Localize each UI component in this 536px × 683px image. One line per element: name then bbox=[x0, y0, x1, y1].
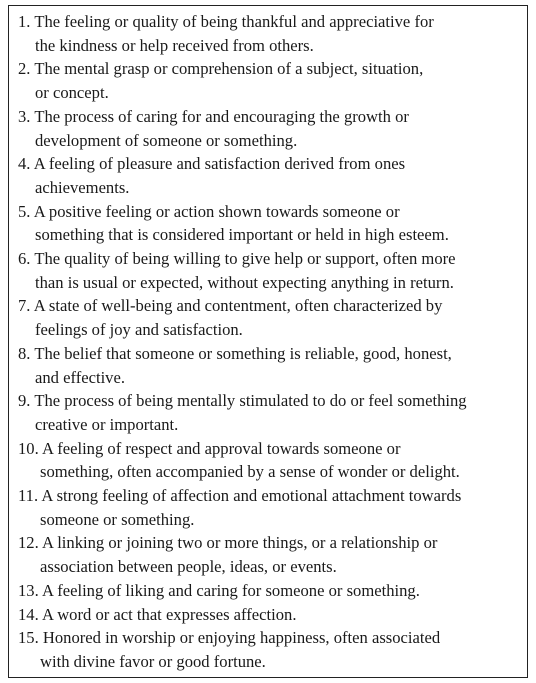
definition-item-6 bbox=[18, 247, 533, 294]
definition-number: 14. bbox=[18, 604, 39, 624]
definition-text: The process of being mentally stimulated to do or feel something bbox=[34, 391, 467, 411]
definition-line1 bbox=[18, 247, 533, 271]
definition-line1 bbox=[18, 531, 533, 555]
definition-item-15 bbox=[18, 626, 533, 673]
definition-continuation: association between people, ideas, or events. bbox=[40, 557, 337, 577]
definition-item-11 bbox=[18, 484, 533, 531]
definition-continuation: development of someone or something. bbox=[35, 130, 298, 150]
definition-text: A feeling of pleasure and satisfaction derived from ones bbox=[33, 154, 406, 174]
definition-line1 bbox=[18, 152, 533, 176]
definition-number: 15. bbox=[18, 628, 39, 648]
definition-line1 bbox=[18, 437, 533, 461]
definition-text: A linking or joining two or more things, or a relationship or bbox=[41, 533, 438, 553]
definition-text: A feeling of liking and caring for someone or something. bbox=[41, 580, 420, 600]
definition-item-14 bbox=[18, 603, 533, 627]
definition-continuation: with divine favor or good fortune. bbox=[40, 651, 266, 671]
definition-text: A positive feeling or action shown towards someone or bbox=[33, 201, 400, 221]
definition-line1 bbox=[18, 603, 533, 627]
definition-number: 4. bbox=[18, 154, 31, 174]
definition-item-13 bbox=[18, 579, 533, 603]
definition-continuation: something that is considered important or held in high esteem. bbox=[35, 225, 449, 245]
definition-text: A feeling of respect and approval towards someone or bbox=[41, 438, 401, 458]
definition-line1 bbox=[18, 294, 533, 318]
definition-number: 12. bbox=[18, 533, 39, 553]
definition-number: 13. bbox=[18, 580, 39, 600]
definitions-list bbox=[18, 10, 533, 674]
definition-line1 bbox=[18, 626, 533, 650]
definition-text: The quality of being willing to give help or support, often more bbox=[34, 249, 456, 269]
definition-continuation: than is usual or expected, without expecting anything in return. bbox=[35, 272, 454, 292]
definition-continuation: and effective. bbox=[35, 367, 125, 387]
definition-continuation: something, often accompanied by a sense of wonder or delight. bbox=[40, 462, 460, 482]
definition-item-3 bbox=[18, 105, 533, 152]
definition-continuation: or concept. bbox=[35, 83, 109, 103]
definition-text: A word or act that expresses affection. bbox=[41, 604, 297, 624]
definition-number: 5. bbox=[18, 201, 31, 221]
definition-item-10 bbox=[18, 437, 533, 484]
definition-number: 8. bbox=[18, 343, 31, 363]
definition-line1 bbox=[18, 579, 533, 603]
definition-line1 bbox=[18, 484, 533, 508]
definition-item-7 bbox=[18, 294, 533, 341]
definition-text: The process of caring for and encouraging the growth or bbox=[34, 106, 409, 126]
definition-item-4 bbox=[18, 152, 533, 199]
definition-continuation: feelings of joy and satisfaction. bbox=[35, 320, 243, 340]
definition-item-2 bbox=[18, 57, 533, 104]
definition-text: A state of well-being and contentment, often characterized by bbox=[33, 296, 443, 316]
definition-line1 bbox=[18, 342, 533, 366]
definition-text: Honored in worship or enjoying happiness, often associated bbox=[38, 628, 441, 648]
definition-number: 7. bbox=[18, 296, 31, 316]
definition-continuation: someone or something. bbox=[40, 509, 195, 529]
definition-item-1 bbox=[18, 10, 533, 57]
definition-number: 9. bbox=[18, 391, 31, 411]
definition-line1 bbox=[18, 105, 533, 129]
definition-line1 bbox=[18, 389, 533, 413]
definition-text: The belief that someone or something is reliable, good, honest, bbox=[34, 343, 452, 363]
definition-item-8 bbox=[18, 342, 533, 389]
definition-line1 bbox=[18, 57, 533, 81]
definition-number: 2. bbox=[18, 59, 31, 79]
definition-item-9 bbox=[18, 389, 533, 436]
definition-text: The feeling or quality of being thankful and appreciative for bbox=[34, 12, 434, 31]
definition-continuation: achievements. bbox=[35, 177, 130, 197]
definition-number: 3. bbox=[18, 106, 31, 126]
definition-text: A strong feeling of affection and emotional attachment towards bbox=[41, 486, 462, 506]
definition-item-5 bbox=[18, 200, 533, 247]
definition-continuation: creative or important. bbox=[35, 414, 179, 434]
definition-number: 1. bbox=[18, 12, 31, 31]
definition-number: 10. bbox=[18, 438, 39, 458]
definition-number: 11. bbox=[18, 486, 39, 506]
definition-number: 6. bbox=[18, 249, 31, 269]
definition-continuation: the kindness or help received from others. bbox=[35, 35, 314, 55]
definition-line1 bbox=[18, 200, 533, 224]
definition-line1 bbox=[18, 10, 533, 34]
definition-item-12 bbox=[18, 531, 533, 578]
definition-text: The mental grasp or comprehension of a subject, situation, bbox=[34, 59, 424, 79]
